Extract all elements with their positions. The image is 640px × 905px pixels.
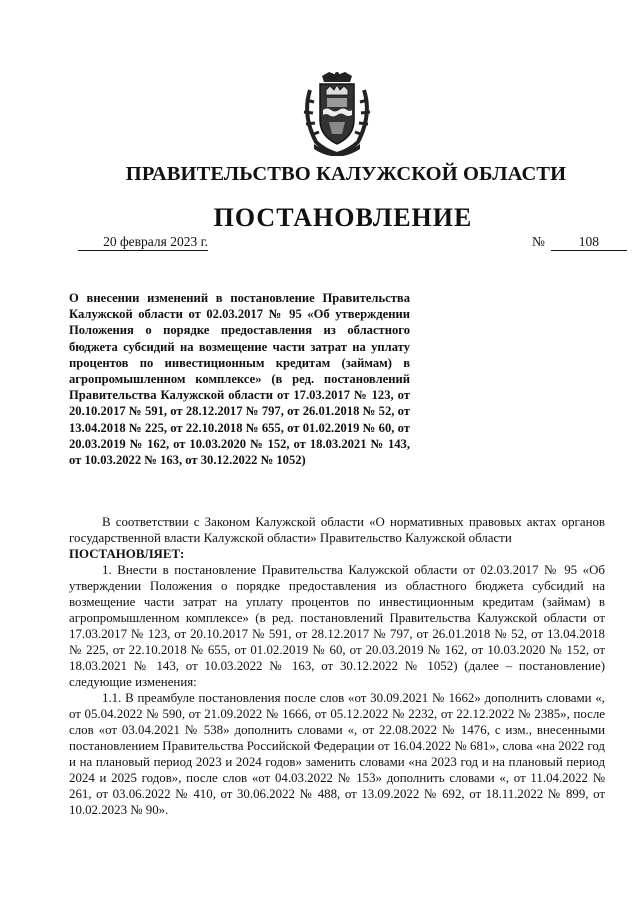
item-1-1-paragraph: 1.1. В преамбуле постановления после слов «от 30.09.2021 № 1662» дополнить словами «, от 05.04.2022 № 590, от 21.09.2022 № 1666, от 05.12.2022 № 2232, от 22.12.2022 № 2385», после слов «от 03.04.2021 № 538» дополнить словами «, от 22.08.2022 № 1476, с изм., внесенными постановлением Правительства Российской Федерации от 16.04.2022 № 681», слова «на 2022 год и на плановый период 2023 и 2024 годов» заменить словами «на 2023 год и на плановый период 2024 и 2025 годов», после слов «от 04.03.2022 № 153» дополнить словами «, от 11.04.2022 № 261, от 03.06.2022 № 410, от 30.06.2022 № 488, от 13.09.2022 № 692, от 18.11.2022 № 899, от 10.02.2023 № 90». (69, 691, 605, 817)
document-subject: О внесении изменений в постановление Правительства Калужской области от 02.03.2017 № 95 «Об утверждении Положения о порядке предоставления из областного бюджета субсидий на возмещение части затрат на уплату процентов по инвестиционным кредитам (займам) в агропромышленном комплексе» (в ред. постановлений Правительства Калужской области от 17.03.2017 № 123, от 20.10.2017 № 591, от 28.12.2017 № 797, от 26.01.2018 № 52, от 13.04.2018 № 225, от 22.10.2018 № 655, от 01.02.2019 № 60, от 20.03.2019 № 162, от 10.03.2020 № 152, от 18.03.2021 № 143, от 10.03.2022 № 163, от 30.12.2022 № 1052) (69, 291, 410, 468)
resolves-heading: ПОСТАНОВЛЯЕТ: (69, 547, 185, 561)
number-sign: № (532, 234, 545, 249)
preamble-paragraph: В соответствии с Законом Калужской области «О нормативных правовых актах органов государственной власти Калужской области» Правительство Калужской области (69, 515, 605, 545)
document-number (532, 234, 627, 251)
document-type-title: ПОСТАНОВЛЕНИЕ (213, 203, 473, 232)
document-body (69, 514, 605, 818)
item-1-paragraph: 1. Внести в постановление Правительства Калужской области от 02.03.2017 № 95 «Об утверждении Положения о порядке предоставления из областного бюджета субсидий на возмещение части затрат на уплату процентов по инвестиционным кредитам (займам) в агропромышленном комплексе» (в ред. постановлений Правительства Калужской области от 17.03.2017 № 123, от 20.10.2017 № 591, от 28.12.2017 № 797, от 26.01.2018 № 52, от 13.04.2018 № 225, от 22.10.2018 № 655, от 01.02.2019 № 60, от 20.03.2019 № 162, от 10.03.2020 № 152, от 18.03.2021 № 143, от 10.03.2022 № 163, от 30.12.2022 № 1052) (далее – постановление) следующие изменения: (69, 563, 605, 689)
document-date: 20 февраля 2023 г. (78, 234, 208, 251)
organization-title: ПРАВИТЕЛЬСТВО КАЛУЖСКОЙ ОБЛАСТИ (125, 163, 567, 185)
number-value: 108 (551, 234, 627, 251)
coat-of-arms-icon (296, 70, 378, 156)
